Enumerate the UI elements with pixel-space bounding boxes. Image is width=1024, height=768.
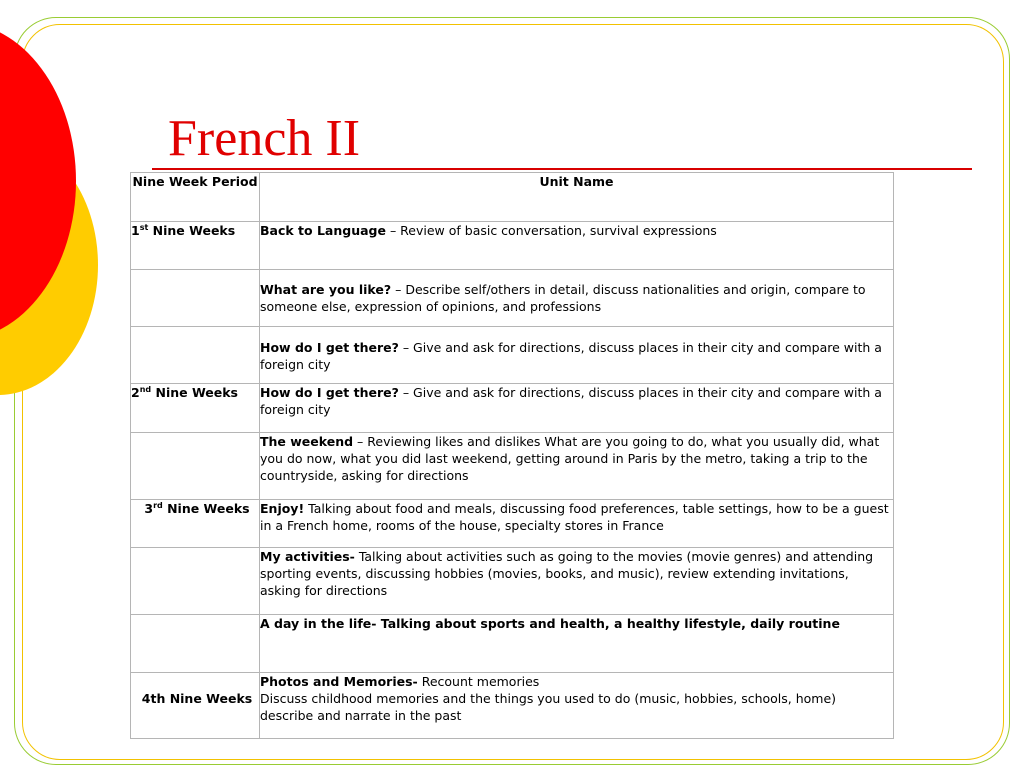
unit-title: A day in the life- Talking about sports and health, a healthy lifestyle, daily routine	[260, 616, 840, 631]
unit-title: My activities-	[260, 549, 355, 564]
unit-cell	[260, 548, 894, 615]
table-row	[131, 270, 894, 327]
period-label: Nine Weeks	[162, 501, 250, 516]
unit-description: – Give and ask for directions, discuss places in their city and compare with a foreign city	[260, 385, 882, 417]
period-cell	[131, 548, 260, 615]
period-cell	[131, 327, 260, 384]
period-ordinal: st	[139, 222, 149, 232]
period-cell	[131, 433, 260, 500]
unit-title: How do I get there?	[260, 385, 399, 400]
unit-cell	[260, 673, 894, 739]
period-cell	[131, 500, 260, 548]
period-label: Nine Weeks	[151, 385, 239, 400]
table-header-row	[131, 173, 894, 222]
unit-description: – Reviewing likes and dislikes What are you going to do, what you usually did, what you do now, what you did last weekend, getting around in Paris by the metro, taking a trip to the countryside, asking for directions	[260, 434, 880, 483]
table-row	[131, 615, 894, 673]
unit-description: – Give and ask for directions, discuss places in their city and compare with a foreign city	[260, 340, 882, 372]
unit-cell	[260, 615, 894, 673]
unit-title: Photos and Memories-	[260, 674, 418, 689]
unit-title: What are you like?	[260, 282, 392, 297]
unit-cell	[260, 327, 894, 384]
table-row	[131, 500, 894, 548]
unit-description-line2: Discuss childhood memories and the things you used to do (music, hobbies, schools, home) describe and narrate in the past	[260, 691, 837, 723]
unit-title: How do I get there?	[260, 340, 399, 355]
unit-description: Talking about food and meals, discussing food preferences, table settings, how to be a guest in a French home, rooms of the house, specialty stores in France	[260, 501, 889, 533]
unit-title: The weekend	[260, 434, 354, 449]
unit-title: Enjoy!	[260, 501, 305, 516]
unit-description: – Describe self/others in detail, discuss nationalities and origin, compare to someone else, expression of opinions, and professions	[260, 282, 866, 314]
period-label: Nine Weeks	[148, 223, 236, 238]
unit-description: – Review of basic conversation, survival expressions	[385, 223, 717, 238]
table-row	[131, 433, 894, 500]
period-cell	[131, 673, 260, 739]
table-row	[131, 548, 894, 615]
period-cell	[131, 222, 260, 270]
period-cell	[131, 615, 260, 673]
period-number: 2	[131, 385, 140, 400]
period-number: 3	[144, 501, 154, 516]
table-row	[131, 222, 894, 270]
table-row	[131, 673, 894, 739]
period-cell	[131, 384, 260, 433]
unit-cell	[260, 433, 894, 500]
title-underline	[152, 168, 972, 170]
unit-title: Back to Language	[260, 223, 386, 238]
period-ordinal: nd	[139, 384, 152, 394]
unit-schedule-table	[130, 172, 894, 739]
period-number: 1	[131, 223, 140, 238]
unit-cell	[260, 270, 894, 327]
unit-description: Talking about activities such as going to the movies (movie genres) and attending sporting events, discussing hobbies (movies, books, and music), review extending invitations, asking for directions	[260, 549, 874, 598]
period-column-header: Nine Week Period	[131, 173, 260, 222]
unit-cell	[260, 222, 894, 270]
table-row	[131, 327, 894, 384]
period-cell	[131, 270, 260, 327]
unit-cell	[260, 384, 894, 433]
slide-title: French II	[168, 110, 361, 167]
unit-cell	[260, 500, 894, 548]
table-row	[131, 384, 894, 433]
unit-description: Recount memories	[417, 674, 540, 689]
period-label: 4th Nine Weeks	[141, 691, 253, 706]
period-ordinal: rd	[153, 500, 163, 510]
unit-column-header: Unit Name	[260, 173, 894, 222]
